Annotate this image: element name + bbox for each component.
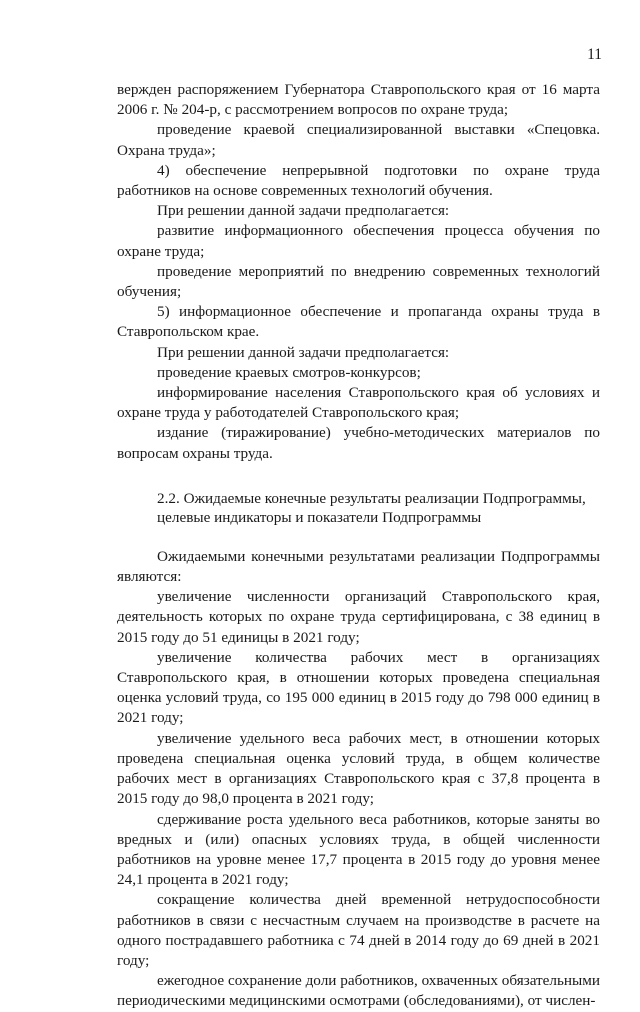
- paragraphs-top: [117, 80, 600, 464]
- paragraph: проведение краевых смотров-конкурсов;: [157, 363, 421, 381]
- paragraph: вержден распоряжением Губернатора Ставропольского края от 16 марта 2006 г. № 204-р, с рассмотрением вопросов по охране труда;: [117, 81, 600, 119]
- paragraph: сокращение количества дней временной нетрудоспособности работников в связи с несчастным случаем на производстве в расчете на одного пострадавшего работника с 74 дней в 2014 году до 69 дней в 2021 году;: [117, 891, 600, 969]
- paragraph: При решении данной задачи предполагается:: [157, 202, 450, 220]
- paragraph: развитие информационного обеспечения процесса обучения по охране труда;: [117, 222, 600, 260]
- paragraph: Ожидаемыми конечными результатами реализации Подпрограммы являются:: [117, 547, 600, 586]
- paragraph: увеличение количества рабочих мест в организациях Ставропольского края, в отношении которых проведена специальная оценка условий труда, со 195 000 единиц в 2015 году до 798 000 единиц в 2021 году;: [117, 648, 600, 727]
- paragraph: 5) информационное обеспечение и пропаганда охраны труда в Ставропольском крае.: [117, 303, 600, 341]
- paragraph: ежегодное сохранение доли работников, охваченных обязательными периодическими медицинскими осмотрами (обследованиями), от числен-: [117, 972, 600, 1010]
- section-heading: 2.2. Ожидаемые конечные результаты реализации Подпрограммы, целевые индикаторы и показатели Подпрограммы: [157, 489, 586, 526]
- paragraph: При решении данной задачи предполагается:: [157, 343, 450, 361]
- paragraph: проведение краевой специализированной выставки «Спецовка. Охрана труда»;: [117, 121, 600, 159]
- page-number: 11: [587, 46, 602, 63]
- paragraph: 4) обеспечение непрерывной подготовки по охране труда работников на основе современных технологий обучения.: [117, 161, 600, 200]
- paragraph: проведение мероприятий по внедрению современных технологий обучения;: [117, 262, 600, 301]
- paragraphs-bottom: [117, 547, 600, 1012]
- paragraph: информирование населения Ставропольского края об условиях и охране труда у работодателей Ставропольского края;: [117, 384, 600, 422]
- paragraph: увеличение удельного веса рабочих мест, в отношении которых проведена специальная оценка условий труда, в общем количестве рабочих мест в организациях Ставропольского края с 37,8 процента в 2015 году до 98,0 процента в 2021 году;: [117, 729, 600, 808]
- paragraph: увеличение численности организаций Ставропольского края, деятельность которых по охране труда сертифицирована, с 38 единиц в 2015 году до 51 единицы в 2021 году;: [117, 588, 600, 646]
- paragraph: сдерживание роста удельного веса работников, которые заняты во вредных и (или) опасных условиях труда, в общей численности работников на уровне менее 17,7 процента в 2015 году до уровня менее 24,1 процента в 2021 году;: [117, 810, 600, 889]
- paragraph: издание (тиражирование) учебно-методических материалов по вопросам охраны труда.: [117, 424, 600, 462]
- document-body: [117, 80, 600, 1012]
